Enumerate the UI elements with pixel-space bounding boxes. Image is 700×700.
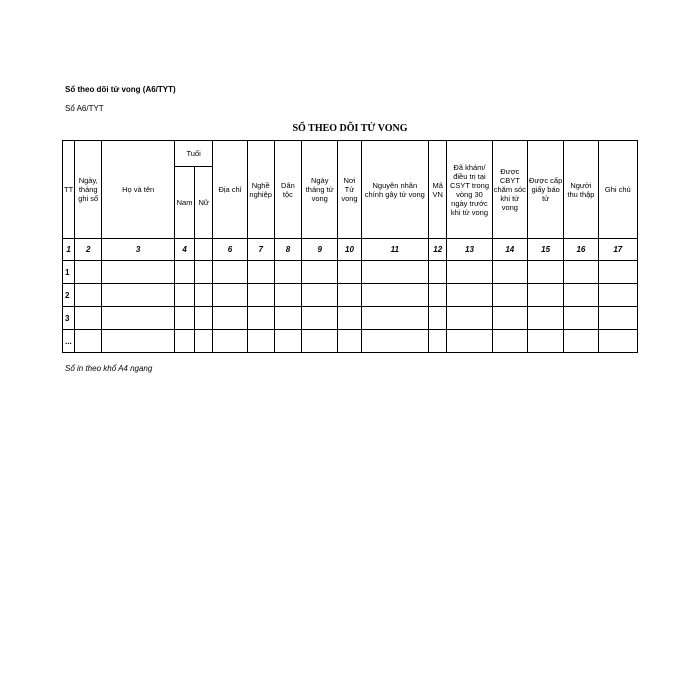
print-note: Sổ in theo khổ A4 ngang <box>65 364 153 373</box>
table-row <box>63 284 638 307</box>
column-number: 2 <box>75 239 102 261</box>
column-number: 15 <box>527 239 563 261</box>
header-ngay-tu-vong: Ngày tháng tử vong <box>302 141 338 239</box>
table-row <box>63 307 638 330</box>
column-number: 8 <box>274 239 301 261</box>
header-nghe-nghiep: Nghề nghiệp <box>247 141 274 239</box>
header-duoc-cap-giay: Được cấp giấy báo tử <box>527 141 563 239</box>
death-register-table <box>62 140 638 353</box>
column-number: 11 <box>361 239 429 261</box>
header-ma-vn: Mã VN <box>429 141 447 239</box>
row-number: 2 <box>63 284 75 307</box>
header-ghi-chu: Ghi chú <box>598 141 637 239</box>
row-number: 3 <box>63 307 75 330</box>
header-duoc-cbyt: Được CBYT chăm sóc khi tử vong <box>492 141 527 239</box>
header-dia-chi: Địa chỉ <box>213 141 247 239</box>
header-ngay-ghi-so: Ngày, tháng ghi sổ <box>75 141 102 239</box>
column-number: 16 <box>564 239 598 261</box>
column-number: 14 <box>492 239 527 261</box>
row-number: 1 <box>63 261 75 284</box>
header-tt: TT <box>63 141 75 239</box>
page-title: SỔ THEO DÕI TỬ VONG <box>292 123 408 134</box>
column-number-row <box>63 239 638 261</box>
column-number: 10 <box>338 239 361 261</box>
header-dan-toc: Dân tộc <box>274 141 301 239</box>
header-nu: Nữ <box>195 167 213 239</box>
form-code: Sổ A6/TYT <box>65 104 104 113</box>
column-number: 17 <box>598 239 637 261</box>
table-row <box>63 330 638 353</box>
form-heading: Sổ theo dõi tử vong (A6/TYT) <box>65 85 176 94</box>
column-number <box>195 239 213 261</box>
header-noi-tu-vong: Nơi Tử vong <box>338 141 361 239</box>
column-number: 7 <box>247 239 274 261</box>
column-number: 6 <box>213 239 247 261</box>
header-da-kham: Đã khám/điều trị tại CSYT trong vòng 30 ngày trước khi tử vong <box>447 141 492 239</box>
header-nguoi-thu-thap: Người thu thập <box>564 141 598 239</box>
header-nam: Nam <box>174 167 194 239</box>
column-number: 9 <box>302 239 338 261</box>
row-number: ... <box>63 330 75 353</box>
header-tuoi: Tuổi <box>174 141 212 167</box>
column-number: 12 <box>429 239 447 261</box>
column-number: 13 <box>447 239 492 261</box>
header-nguyen-nhan: Nguyên nhân chính gây tử vong <box>361 141 429 239</box>
header-ho-va-ten: Họ và tên <box>102 141 175 239</box>
column-number: 4 <box>174 239 194 261</box>
column-number: 1 <box>63 239 75 261</box>
column-number: 3 <box>102 239 175 261</box>
table-row <box>63 261 638 284</box>
